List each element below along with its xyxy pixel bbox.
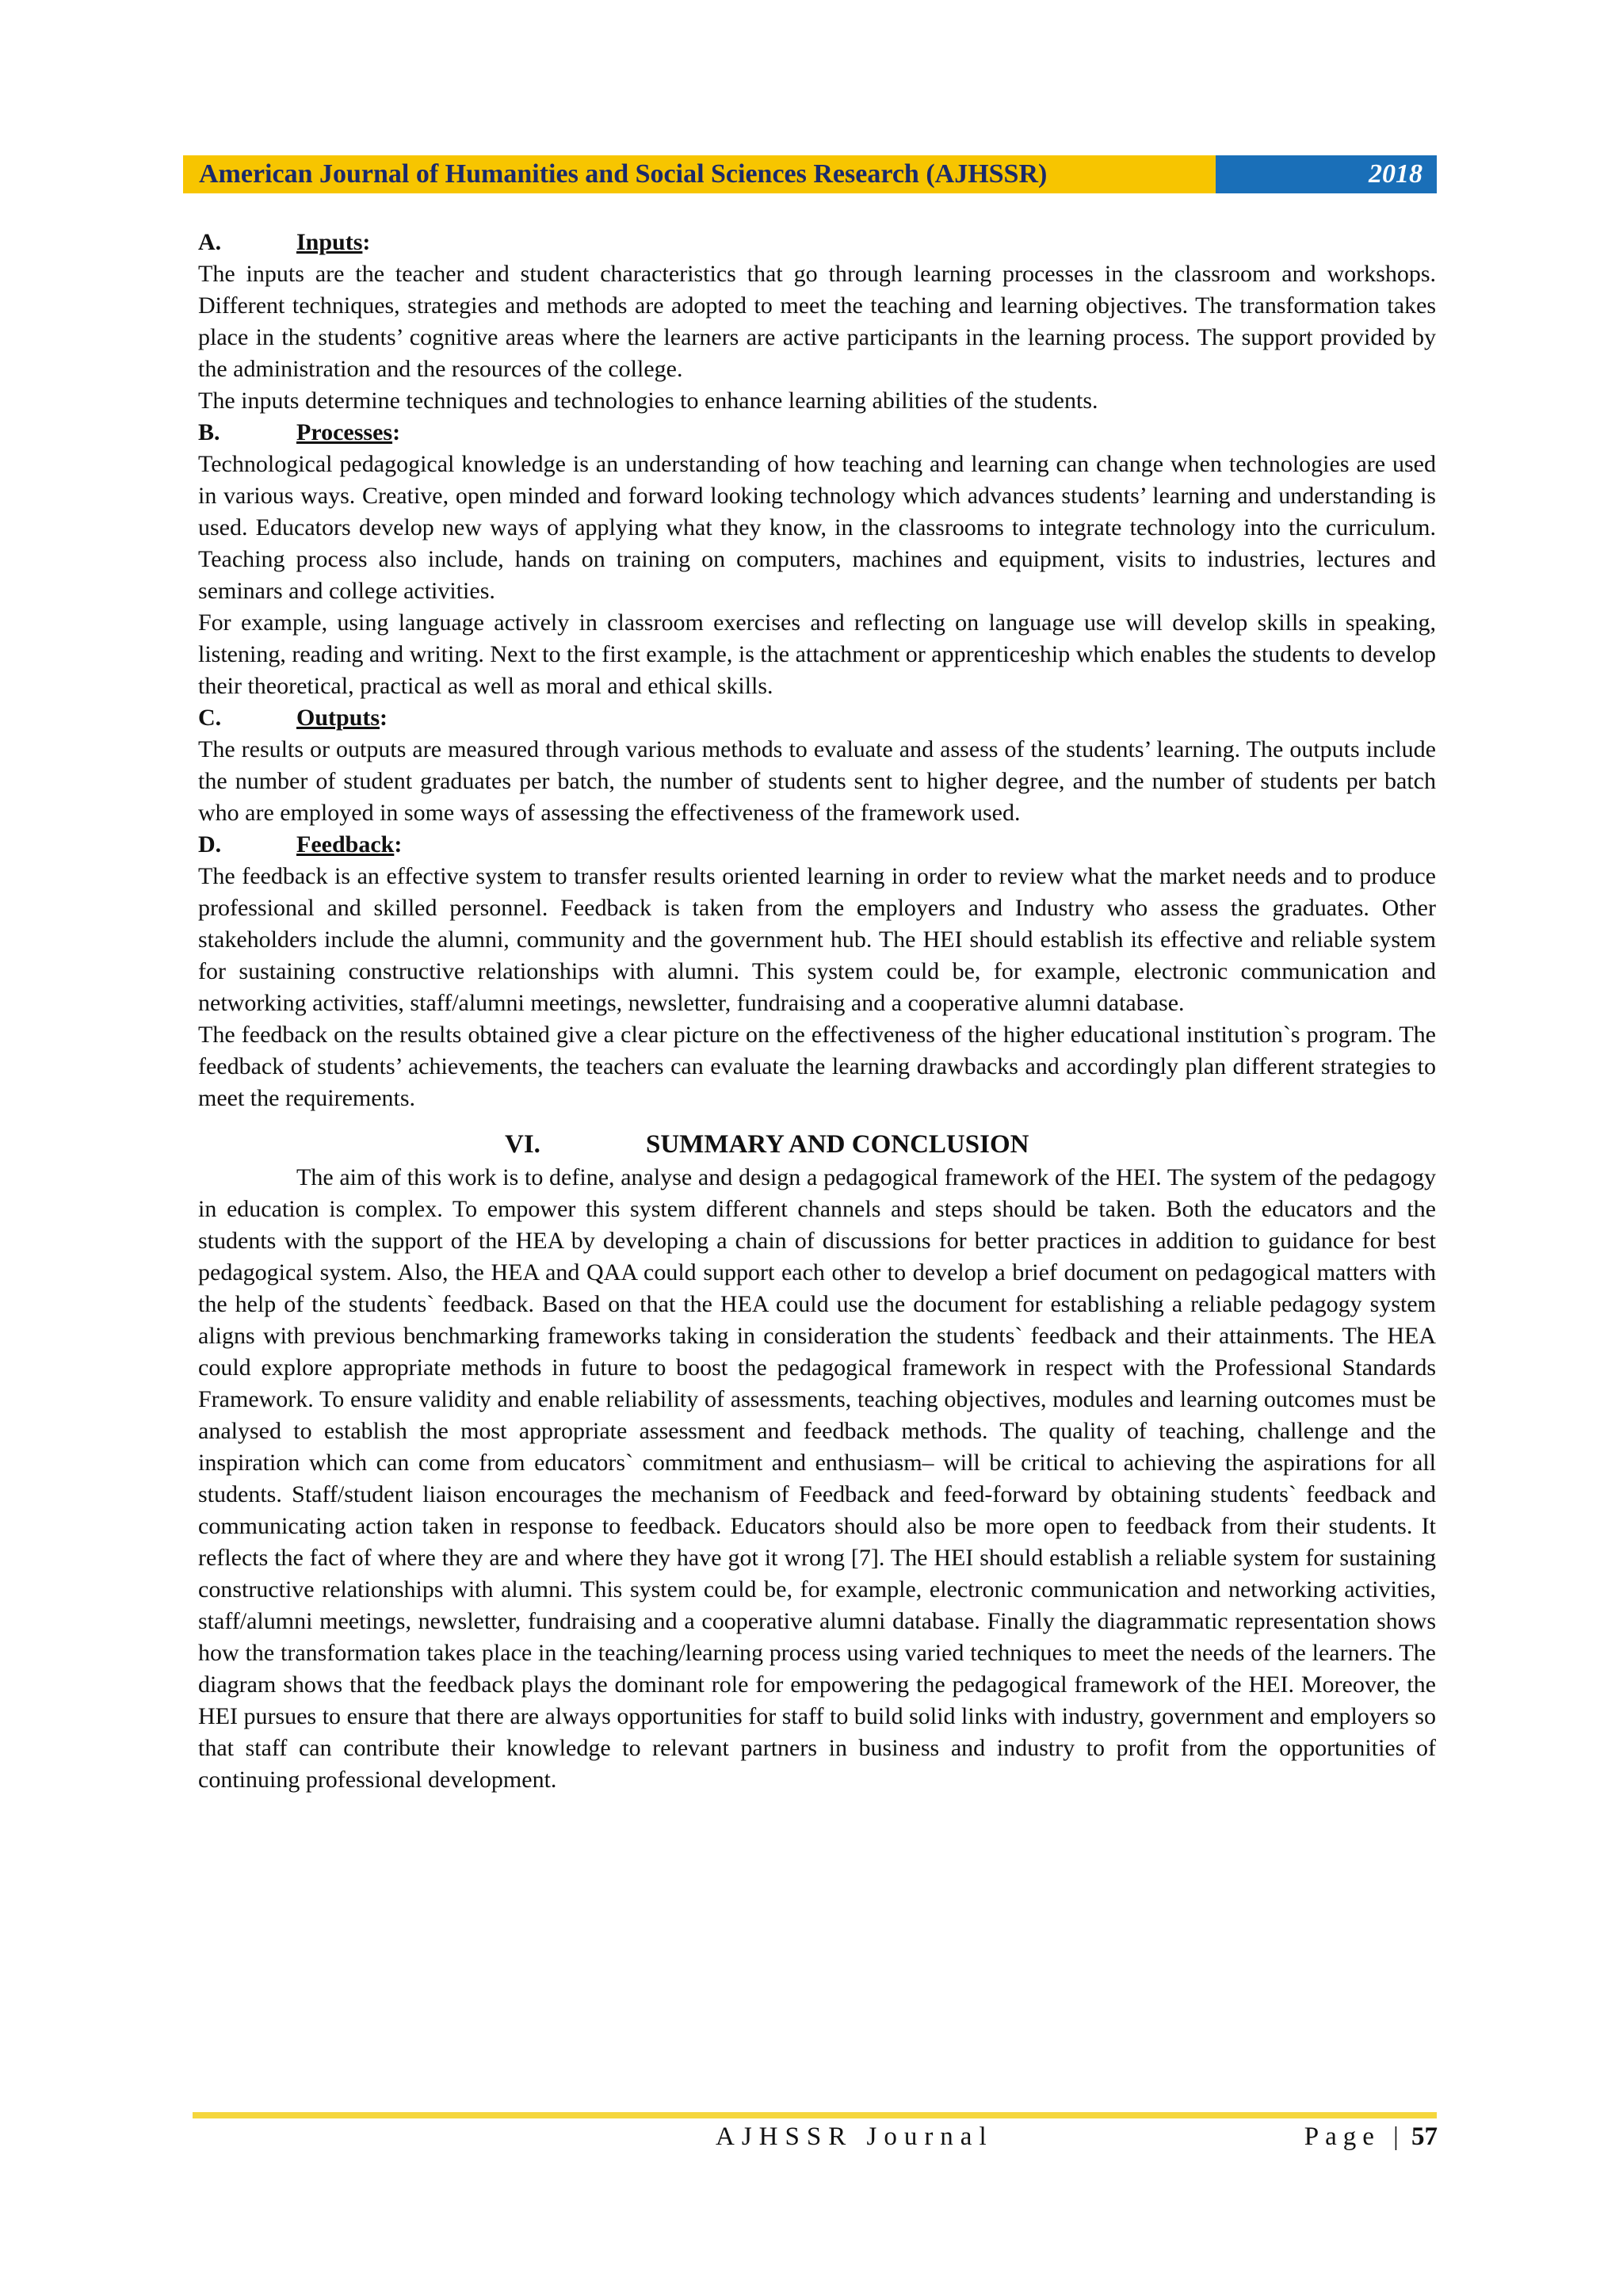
section-heading-outputs: C. Outputs: bbox=[198, 702, 1436, 734]
journal-title: American Journal of Humanities and Social Sciences Research (AJHSSR) bbox=[183, 155, 1216, 193]
journal-year: 2018 bbox=[1216, 155, 1437, 193]
summary-title: SUMMARY AND CONCLUSION bbox=[646, 1130, 1029, 1159]
section-letter: A. bbox=[198, 229, 222, 255]
paragraph: The feedback is an effective system to transfer results oriented learning in order to review what the market needs and to produce professional and skilled personnel. Feedback is taken from the employers and Industry who assess the graduates. Other stakeholders include the alumni, community and the government hub. The HEI should establish its effective and reliable system for sustaining constructive relationships with alumni. This system could be, for example, electronic communication and networking activities, staff/alumni meetings, newsletter, fundraising and a cooperative alumni database. bbox=[198, 863, 1436, 1016]
paragraph: The results or outputs are measured through various methods to evaluate and assess of the students’ learning. The outputs include the number of student graduates per batch, the number of students sent to higher degree, and the number of students per batch who are employed in some ways of assessing the effectiveness of the framework used. bbox=[198, 736, 1436, 826]
journal-header bbox=[183, 155, 1437, 193]
footer-divider bbox=[193, 2112, 1437, 2118]
section-letter: C. bbox=[198, 705, 222, 731]
section-title: Inputs bbox=[296, 229, 363, 255]
summary-paragraph: The aim of this work is to define, analyse and design a pedagogical framework of the HEI. The system of the pedagogy in education is complex. To empower this system different channels and steps should be taken. Both the educators and the students with the support of the HEA by developing a chain of discussions for better practices in addition to guidance for best pedagogical system. Also, the HEA and QAA could support each other to develop a brief document on pedagogical matters with the help of the students` feedback. Based on that the HEA could use the document for establishing a reliable pedagogy system aligns with previous benchmarking frameworks taking in consideration the students` feedback and their attainments. The HEA could explore appropriate methods in future to boost the pedagogical framework in respect with the Professional Standards Framework. To ensure validity and enable reliability of assessments, teaching objectives, modules and learning outcomes must be analysed to establish the most appropriate assessment and feedback methods. The quality of teaching, challenge and the inspiration which can come from educators` commitment and enthusiasm– will be critical to achieving the aspirations for all students. Staff/student liaison encourages the mechanism of Feedback and feed-forward by obtaining students` feedback and communicating action taken in response to feedback. Educators should also be more open to feedback from their students. It reflects the fact of where they are and where they have got it wrong [7]. The HEI should establish a reliable system for sustaining constructive relationships with alumni. This system could be, for example, electronic communication and networking activities, staff/alumni meetings, newsletter, fundraising and a cooperative alumni database. Finally the diagrammatic representation shows how the transformation takes place in the teaching/learning process using varied techniques to meet the needs of the learners. The diagram shows that the feedback plays the dominant role for empowering the pedagogical framework of the HEI. Moreover, the HEI pursues to ensure that there are always opportunities for staff to build solid links with industry, government and employers so that staff can contribute their knowledge to relevant partners in business and industry to profit from the opportunities of continuing professional development. bbox=[198, 1164, 1436, 1793]
section-heading-feedback: D. Feedback: bbox=[198, 829, 1436, 861]
summary-heading bbox=[198, 1127, 1436, 1162]
page-body bbox=[198, 227, 1436, 1796]
section-title: Feedback bbox=[296, 831, 395, 858]
section-heading-inputs: A. Inputs: bbox=[198, 227, 1436, 258]
paragraph: Technological pedagogical knowledge is an understanding of how teaching and learning can change when technologies are used in various ways. Creative, open minded and forward looking technology which advances students’ learning and understanding is used. Educators develop new ways of applying what they know, in the classrooms to integrate technology into the curriculum. Teaching process also include, hands on training on computers, machines and equipment, visits to industries, lectures and seminars and college activities. bbox=[198, 451, 1436, 604]
paragraph: For example, using language actively in classroom exercises and reflecting on language use will develop skills in speaking, listening, reading and writing. Next to the first example, is the attachment or apprenticeship which enables the students to develop their theoretical, practical as well as moral and ethical skills. bbox=[198, 609, 1436, 699]
footer-journal-name: AJHSSR Journal bbox=[716, 2122, 994, 2151]
paragraph: The inputs determine techniques and technologies to enhance learning abilities of the students. bbox=[198, 388, 1098, 414]
section-letter: D. bbox=[198, 831, 222, 858]
section-title: Processes bbox=[296, 419, 393, 445]
page-label: Page | bbox=[1304, 2122, 1405, 2151]
paragraph: The feedback on the results obtained give a clear picture on the effectiveness of the higher educational institution`s program. The feedback of students’ achievements, the teachers can evaluate the learning drawbacks and accordingly plan different strategies to meet the requirements. bbox=[198, 1022, 1436, 1111]
summary-number: VI. bbox=[505, 1130, 540, 1159]
section-title: Outputs bbox=[296, 705, 380, 731]
paragraph: The inputs are the teacher and student characteristics that go through learning processes in the classroom and workshops. Different techniques, strategies and methods are adopted to meet the teaching and learning objectives. The transformation takes place in the students’ cognitive areas where the learners are active participants in the learning process. The support provided by the administration and the resources of the college. bbox=[198, 261, 1436, 382]
page-number: 57 bbox=[1411, 2122, 1438, 2151]
footer-page-indicator bbox=[1304, 2119, 1438, 2154]
section-heading-processes: B. Processes: bbox=[198, 417, 1436, 449]
section-letter: B. bbox=[198, 419, 220, 445]
